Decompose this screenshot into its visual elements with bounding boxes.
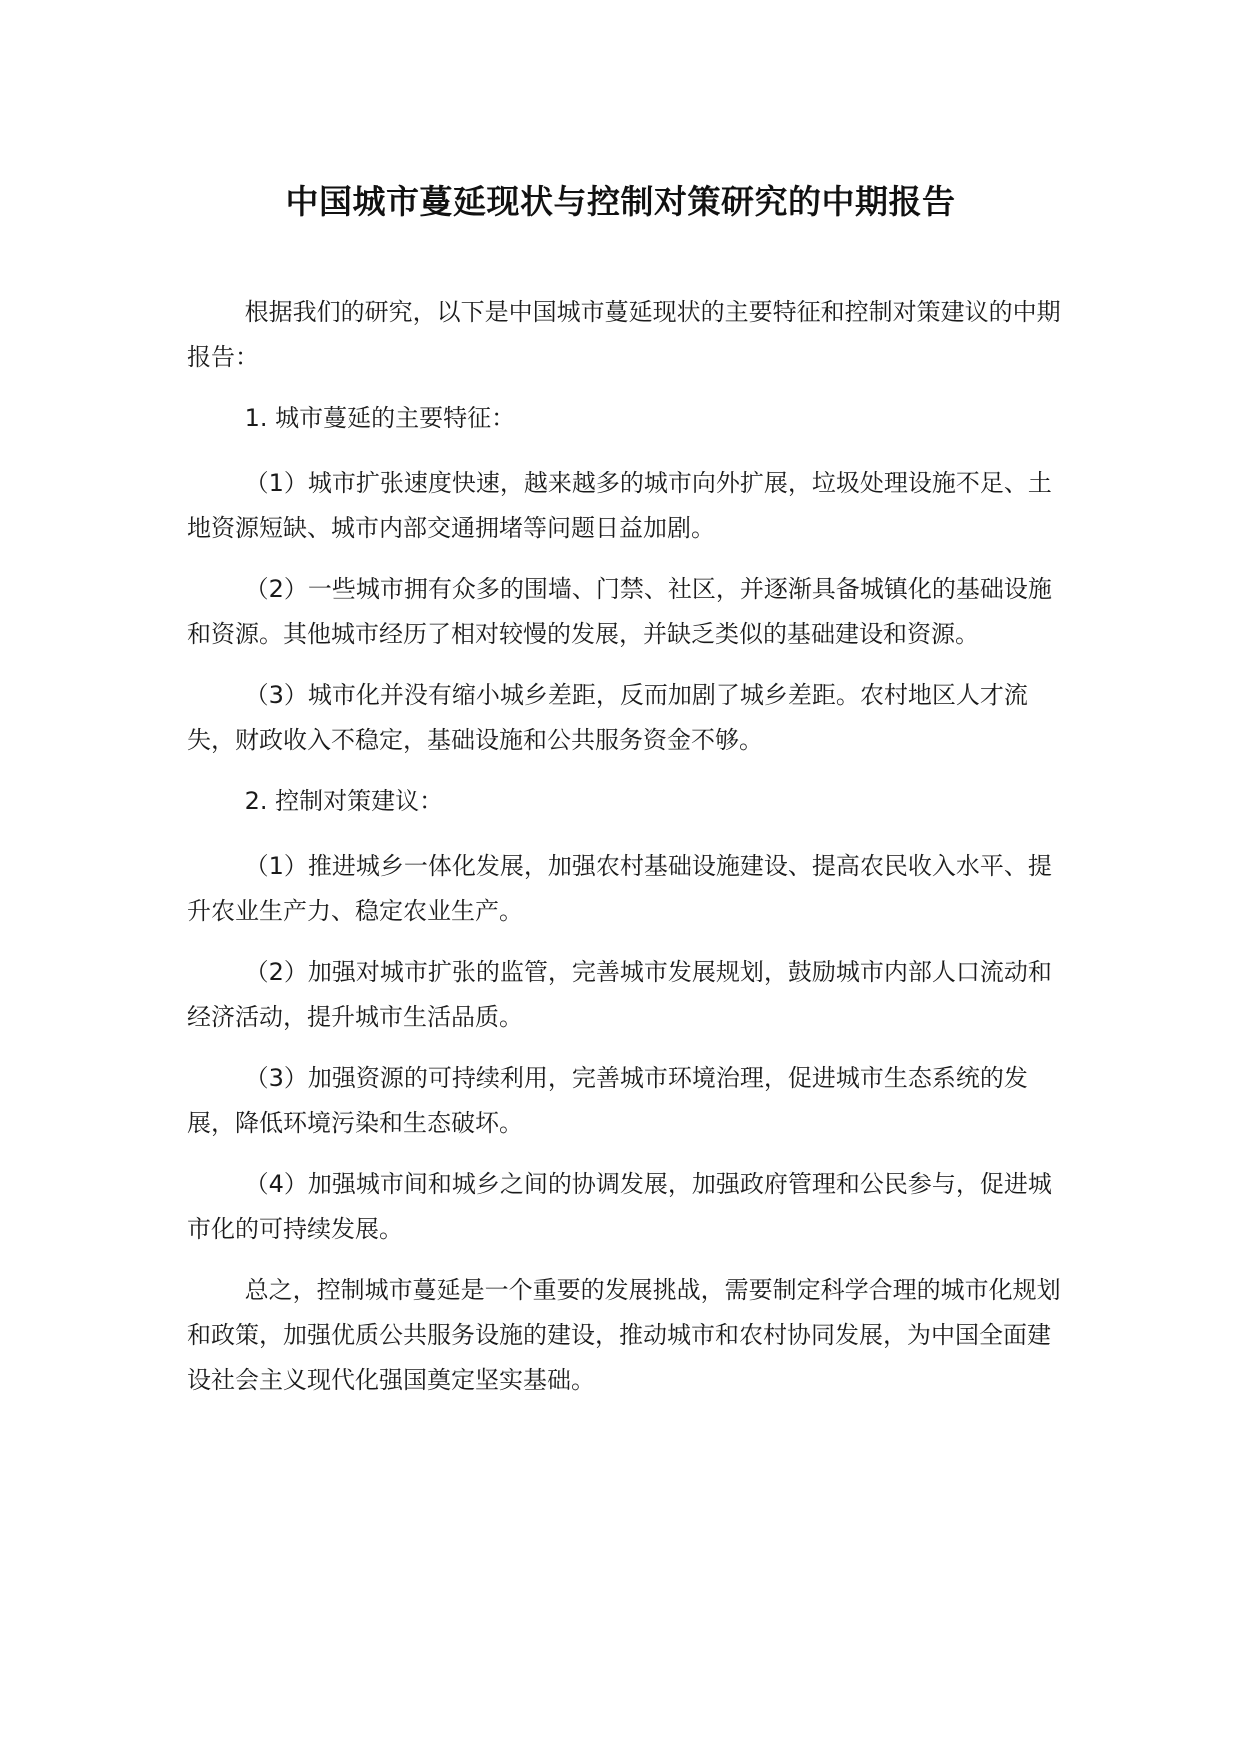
section-heading-countermeasures: 2. 控制对策建议： bbox=[244, 787, 444, 815]
list-item-countermeasure-3: （3）加强资源的可持续利用，完善城市环境治理，促进城市生态系统的发展，降低环境污染和生态破坏。 bbox=[187, 1064, 1028, 1137]
list-item-characteristic-2: （2）一些城市拥有众多的围墙、门禁、社区，并逐渐具备城镇化的基础设施和资源。其他城市经历了相对较慢的发展，并缺乏类似的基础建设和资源。 bbox=[187, 575, 1052, 648]
list-item-countermeasure-2: （2）加强对城市扩张的监管，完善城市发展规划，鼓励城市内部人口流动和经济活动，提升城市生活品质。 bbox=[187, 958, 1052, 1031]
list-item-countermeasure-1: （1）推进城乡一体化发展，加强农村基础设施建设、提高农民收入水平、提升农业生产力、稳定农业生产。 bbox=[187, 852, 1052, 925]
list-item-characteristic-3: （3）城市化并没有缩小城乡差距，反而加剧了城乡差距。农村地区人才流失，财政收入不稳定，基础设施和公共服务资金不够。 bbox=[187, 681, 1028, 754]
paragraph-intro: 根据我们的研究，以下是中国城市蔓延现状的主要特征和控制对策建议的中期报告： bbox=[187, 298, 1061, 371]
list-item-characteristic-1: （1）城市扩张速度快速，越来越多的城市向外扩展，垃圾处理设施不足、土地资源短缺、城市内部交通拥堵等问题日益加剧。 bbox=[187, 469, 1052, 542]
document-title: 中国城市蔓延现状与控制对策研究的中期报告 bbox=[285, 182, 956, 221]
document-body bbox=[187, 290, 1067, 1419]
paragraph-conclusion: 总之，控制城市蔓延是一个重要的发展挑战，需要制定科学合理的城市化规划和政策，加强优质公共服务设施的建设，推动城市和农村协同发展，为中国全面建设社会主义现代化强国奠定坚实基础。 bbox=[187, 1276, 1061, 1394]
list-item-countermeasure-4: （4）加强城市间和城乡之间的协调发展，加强政府管理和公民参与，促进城市化的可持续发展。 bbox=[187, 1170, 1052, 1243]
section-heading-characteristics: 1. 城市蔓延的主要特征： bbox=[244, 404, 516, 432]
